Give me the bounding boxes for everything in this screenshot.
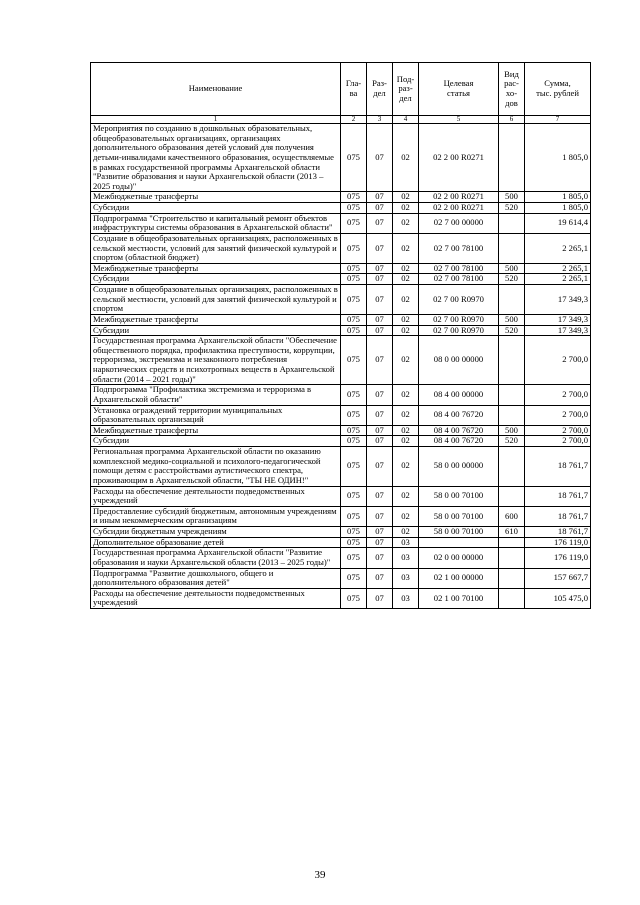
row-glava: 075	[341, 263, 367, 274]
row-name: Подпрограмма "Профилактика экстремизма и терроризма в Архангельской области"	[91, 385, 341, 405]
row-glava: 075	[341, 527, 367, 538]
row-name: Субсидии	[91, 203, 341, 214]
row-vid: 610	[499, 527, 525, 538]
row-target: 02 7 00 78100	[419, 233, 499, 263]
row-target: 02 7 00 R0970	[419, 285, 499, 315]
row-vid	[499, 486, 525, 506]
row-glava: 075	[341, 568, 367, 588]
row-target: 58 0 00 00000	[419, 447, 499, 487]
table-row	[91, 213, 591, 233]
row-vid: 520	[499, 436, 525, 447]
row-podrazdel: 02	[393, 385, 419, 405]
table-row	[91, 548, 591, 568]
row-sum: 1 805,0	[525, 124, 591, 192]
table-row	[91, 233, 591, 263]
page-number: 39	[314, 869, 326, 881]
row-podrazdel: 03	[393, 548, 419, 568]
row-podrazdel: 02	[393, 405, 419, 425]
row-podrazdel: 02	[393, 314, 419, 325]
row-target: 02 7 00 R0970	[419, 314, 499, 325]
row-podrazdel: 02	[393, 486, 419, 506]
header-row	[91, 63, 591, 116]
table-body	[91, 124, 591, 609]
row-target: 58 0 00 70100	[419, 527, 499, 538]
row-target: 02 0 00 00000	[419, 548, 499, 568]
row-vid	[499, 548, 525, 568]
row-razdel: 07	[367, 436, 393, 447]
row-razdel: 07	[367, 405, 393, 425]
row-razdel: 07	[367, 325, 393, 336]
row-sum: 18 761,7	[525, 486, 591, 506]
table-row	[91, 447, 591, 487]
row-sum: 157 667,7	[525, 568, 591, 588]
row-glava: 075	[341, 213, 367, 233]
row-glava: 075	[341, 203, 367, 214]
table-row	[91, 588, 591, 608]
row-glava: 075	[341, 233, 367, 263]
row-razdel: 07	[367, 213, 393, 233]
colnum: 1	[91, 116, 341, 124]
row-podrazdel: 02	[393, 325, 419, 336]
row-target: 08 0 00 00000	[419, 336, 499, 385]
row-vid: 520	[499, 325, 525, 336]
row-razdel: 07	[367, 274, 393, 285]
row-sum: 1 805,0	[525, 192, 591, 203]
row-glava: 075	[341, 405, 367, 425]
row-name: Субсидии	[91, 274, 341, 285]
row-glava: 075	[341, 588, 367, 608]
row-sum: 176 119,0	[525, 548, 591, 568]
row-podrazdel: 02	[393, 285, 419, 315]
header-podrazdel: Под- раз- дел	[393, 63, 419, 116]
header-vid: Вид рас- хо- дов	[499, 63, 525, 116]
table-row	[91, 285, 591, 315]
row-vid	[499, 447, 525, 487]
row-name: Государственная программа Архангельской области "Обеспечение общественного порядка, профилактика преступности, коррупции, терроризма, экстремизма и незаконного потребления наркотических средств и психотропных веществ в Архангельской области (2014 – 2021 годы)"	[91, 336, 341, 385]
row-sum: 2 700,0	[525, 336, 591, 385]
row-name: Межбюджетные трансферты	[91, 425, 341, 436]
row-razdel: 07	[367, 263, 393, 274]
row-razdel: 07	[367, 537, 393, 548]
row-vid: 500	[499, 192, 525, 203]
table-row	[91, 425, 591, 436]
table-row	[91, 436, 591, 447]
row-name: Региональная программа Архангельской области по оказанию комплексной медико-социальной и психолого-педагогической помощи детям с расстройствами аутистического спектра, проживающим в Архангельской области, "ТЫ НЕ ОДИН!"	[91, 447, 341, 487]
row-name: Подпрограмма "Строительство и капитальный ремонт объектов инфраструктуры системы образования в Архангельской области"	[91, 213, 341, 233]
row-target: 02 1 00 00000	[419, 568, 499, 588]
header-target: Целевая статья	[419, 63, 499, 116]
row-name: Субсидии	[91, 436, 341, 447]
row-vid: 500	[499, 263, 525, 274]
row-glava: 075	[341, 325, 367, 336]
row-razdel: 07	[367, 527, 393, 538]
colnum: 6	[499, 116, 525, 124]
row-glava: 075	[341, 274, 367, 285]
row-razdel: 07	[367, 192, 393, 203]
row-sum: 2 700,0	[525, 425, 591, 436]
row-name: Межбюджетные трансферты	[91, 314, 341, 325]
row-vid: 520	[499, 203, 525, 214]
row-sum: 2 700,0	[525, 385, 591, 405]
row-sum: 105 475,0	[525, 588, 591, 608]
header-razdel: Раз- дел	[367, 63, 393, 116]
row-name: Создание в общеобразовательных организациях, расположенных в сельской местности, условий для занятий физической культурой и спортом (областной бюджет)	[91, 233, 341, 263]
row-vid: 520	[499, 274, 525, 285]
row-glava: 075	[341, 436, 367, 447]
row-sum: 18 761,7	[525, 527, 591, 538]
row-podrazdel: 03	[393, 568, 419, 588]
row-razdel: 07	[367, 588, 393, 608]
row-podrazdel: 02	[393, 336, 419, 385]
colnum: 7	[525, 116, 591, 124]
budget-table	[90, 62, 591, 609]
row-sum: 2 700,0	[525, 436, 591, 447]
row-sum: 2 265,1	[525, 274, 591, 285]
row-podrazdel: 02	[393, 263, 419, 274]
row-name: Расходы на обеспечение деятельности подведомственных учреждений	[91, 588, 341, 608]
header-name: Наименование	[91, 63, 341, 116]
row-glava: 075	[341, 124, 367, 192]
row-razdel: 07	[367, 447, 393, 487]
colnum: 3	[367, 116, 393, 124]
row-target: 08 4 00 76720	[419, 436, 499, 447]
row-podrazdel: 02	[393, 213, 419, 233]
row-glava: 075	[341, 285, 367, 315]
row-name: Мероприятия по созданию в дошкольных образовательных, общеобразовательных организациях, организациях дополнительного образования детей условий для получения детьми-инвалидами качественного образования, осуществляемые в рамках государственной программы Архангельской области "Развитие образования и науки Архангельской области (2013 – 2025 годы)"	[91, 124, 341, 192]
row-target	[419, 537, 499, 548]
row-target: 58 0 00 70100	[419, 506, 499, 526]
row-name: Подпрограмма "Развитие дошкольного, общего и дополнительного образования детей"	[91, 568, 341, 588]
row-razdel: 07	[367, 314, 393, 325]
row-podrazdel: 02	[393, 192, 419, 203]
row-glava: 075	[341, 314, 367, 325]
row-razdel: 07	[367, 124, 393, 192]
row-target: 08 4 00 76720	[419, 405, 499, 425]
row-sum: 176 119,0	[525, 537, 591, 548]
row-name: Дополнительное образование детей	[91, 537, 341, 548]
row-glava: 075	[341, 506, 367, 526]
header-glava: Гла- ва	[341, 63, 367, 116]
row-vid: 500	[499, 425, 525, 436]
table-row	[91, 124, 591, 192]
row-razdel: 07	[367, 203, 393, 214]
table-row	[91, 336, 591, 385]
row-podrazdel: 02	[393, 447, 419, 487]
table-row	[91, 325, 591, 336]
row-podrazdel: 02	[393, 527, 419, 538]
row-glava: 075	[341, 385, 367, 405]
row-name: Межбюджетные трансферты	[91, 192, 341, 203]
row-vid	[499, 385, 525, 405]
row-name: Государственная программа Архангельской области "Развитие образования и науки Архангельской области (2013 – 2025 годы)"	[91, 548, 341, 568]
table-row	[91, 506, 591, 526]
row-razdel: 07	[367, 285, 393, 315]
row-sum: 19 614,4	[525, 213, 591, 233]
row-sum: 18 761,7	[525, 447, 591, 487]
row-vid	[499, 537, 525, 548]
row-name: Межбюджетные трансферты	[91, 263, 341, 274]
row-target: 02 2 00 R0271	[419, 203, 499, 214]
row-podrazdel: 02	[393, 124, 419, 192]
row-razdel: 07	[367, 548, 393, 568]
row-vid	[499, 213, 525, 233]
table-row	[91, 263, 591, 274]
row-podrazdel: 02	[393, 203, 419, 214]
row-vid	[499, 124, 525, 192]
row-sum: 17 349,3	[525, 325, 591, 336]
table-row	[91, 405, 591, 425]
row-razdel: 07	[367, 336, 393, 385]
table-row	[91, 192, 591, 203]
row-target: 02 7 00 78100	[419, 263, 499, 274]
row-vid	[499, 588, 525, 608]
row-razdel: 07	[367, 425, 393, 436]
row-target: 02 7 00 00000	[419, 213, 499, 233]
colnum: 5	[419, 116, 499, 124]
row-target: 02 2 00 R0271	[419, 124, 499, 192]
row-sum: 1 805,0	[525, 203, 591, 214]
header-sum: Сумма, тыс. рублей	[525, 63, 591, 116]
row-podrazdel: 02	[393, 274, 419, 285]
row-podrazdel: 02	[393, 436, 419, 447]
row-sum: 2 265,1	[525, 233, 591, 263]
colnum: 2	[341, 116, 367, 124]
row-glava: 075	[341, 425, 367, 436]
row-glava: 075	[341, 537, 367, 548]
row-vid: 500	[499, 314, 525, 325]
row-podrazdel: 02	[393, 233, 419, 263]
row-target: 08 4 00 00000	[419, 385, 499, 405]
row-vid	[499, 336, 525, 385]
row-name: Установка ограждений территории муниципальных образовательных организаций	[91, 405, 341, 425]
row-podrazdel: 03	[393, 537, 419, 548]
row-vid	[499, 233, 525, 263]
row-razdel: 07	[367, 233, 393, 263]
row-target: 02 1 00 70100	[419, 588, 499, 608]
row-glava: 075	[341, 336, 367, 385]
row-glava: 075	[341, 548, 367, 568]
row-razdel: 07	[367, 506, 393, 526]
row-target: 02 7 00 78100	[419, 274, 499, 285]
row-sum: 2 700,0	[525, 405, 591, 425]
table-row	[91, 385, 591, 405]
row-razdel: 07	[367, 385, 393, 405]
row-podrazdel: 03	[393, 588, 419, 608]
table-row	[91, 568, 591, 588]
table-row	[91, 274, 591, 285]
row-target: 08 4 00 76720	[419, 425, 499, 436]
table-row	[91, 527, 591, 538]
row-glava: 075	[341, 447, 367, 487]
row-glava: 075	[341, 192, 367, 203]
table-row	[91, 537, 591, 548]
row-vid	[499, 568, 525, 588]
table-row	[91, 314, 591, 325]
row-name: Субсидии	[91, 325, 341, 336]
row-name: Субсидии бюджетным учреждениям	[91, 527, 341, 538]
row-target: 58 0 00 70100	[419, 486, 499, 506]
row-target: 02 7 00 R0970	[419, 325, 499, 336]
row-razdel: 07	[367, 568, 393, 588]
row-sum: 17 349,3	[525, 314, 591, 325]
row-vid	[499, 285, 525, 315]
row-name: Предоставление субсидий бюджетным, автономным учреждениям и иным некоммерческим организациям	[91, 506, 341, 526]
row-glava: 075	[341, 486, 367, 506]
row-sum: 18 761,7	[525, 506, 591, 526]
row-name: Расходы на обеспечение деятельности подведомственных учреждений	[91, 486, 341, 506]
row-name: Создание в общеобразовательных организациях, расположенных в сельской местности, условий для занятий физической культурой и спортом	[91, 285, 341, 315]
row-vid: 600	[499, 506, 525, 526]
row-vid	[499, 405, 525, 425]
row-razdel: 07	[367, 486, 393, 506]
table-row	[91, 486, 591, 506]
colnum: 4	[393, 116, 419, 124]
row-sum: 17 349,3	[525, 285, 591, 315]
row-podrazdel: 02	[393, 506, 419, 526]
row-podrazdel: 02	[393, 425, 419, 436]
row-target: 02 2 00 R0271	[419, 192, 499, 203]
table-row	[91, 203, 591, 214]
row-sum: 2 265,1	[525, 263, 591, 274]
